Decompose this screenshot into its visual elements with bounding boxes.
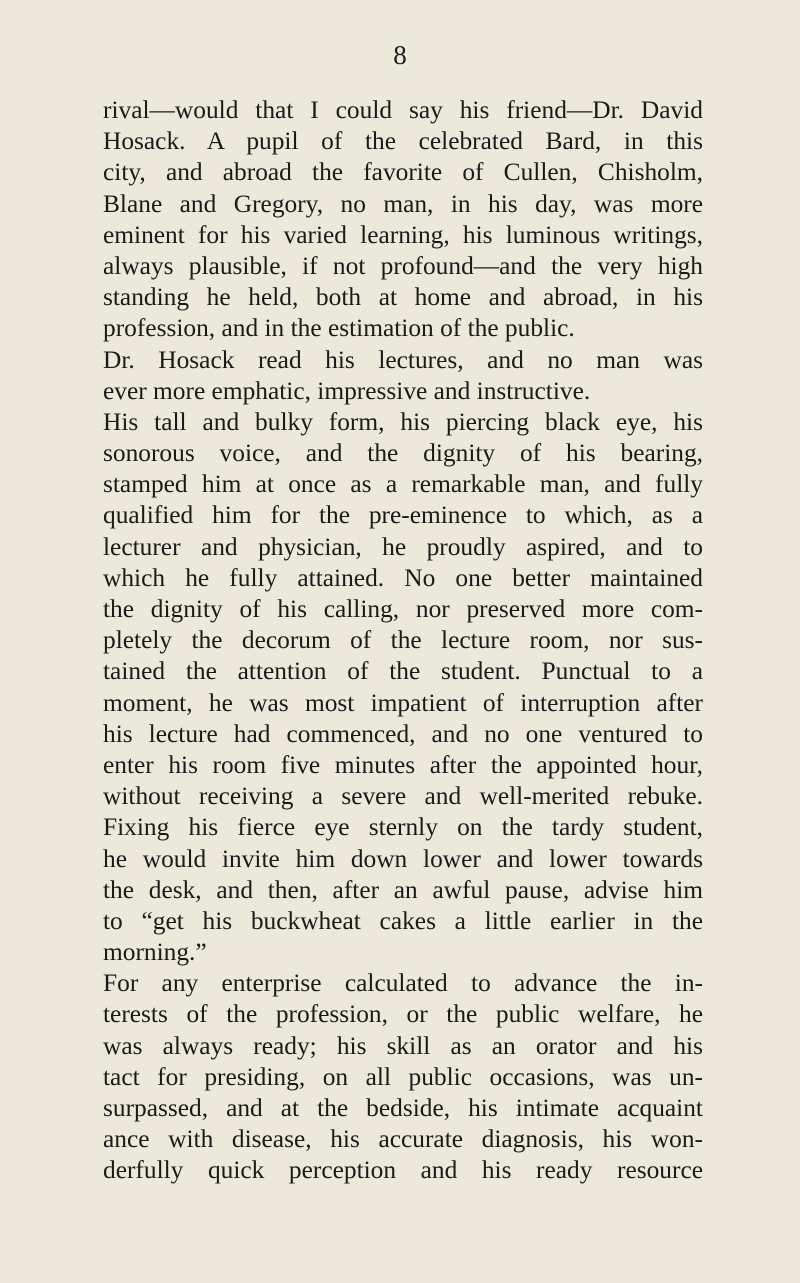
text-line: sonorous voice, and the dignity of his bearing,	[103, 439, 703, 468]
text-line: was always ready; his skill as an orator and his	[103, 1031, 703, 1060]
body-text	[103, 95, 703, 1187]
text-line: tained the attention of the student. Punctual to a	[103, 657, 703, 686]
text-line: pletely the decorum of the lecture room, nor sus-	[103, 626, 703, 655]
text-line: qualified him for the pre-eminence to which, as a	[103, 501, 703, 530]
text-line: derfully quick perception and his ready resource	[103, 1156, 703, 1185]
page-number: 8	[393, 40, 407, 70]
text-line: city, and abroad the favorite of Cullen, Chisholm,	[103, 158, 703, 187]
text-line: standing he held, both at home and abroad, in his	[103, 283, 703, 312]
text-line: terests of the profession, or the public welfare, he	[103, 1000, 703, 1029]
text-line: ance with disease, his accurate diagnosis, his won-	[103, 1125, 703, 1154]
text-line: Hosack. A pupil of the celebrated Bard, in this	[103, 127, 703, 156]
text-line: His tall and bulky form, his piercing black eye, his	[103, 407, 703, 436]
text-line: without receiving a severe and well-merited rebuke.	[103, 782, 703, 811]
text-line: lecturer and physician, he proudly aspired, and to	[103, 532, 703, 561]
text-line: profession, and in the estimation of the public.	[103, 314, 575, 343]
text-line: always plausible, if not profound—and the very high	[103, 251, 703, 280]
text-line: morning.”	[103, 938, 207, 967]
text-line: For any enterprise calculated to advance the in-	[103, 969, 703, 998]
text-line: to “get his buckwheat cakes a little earlier in the	[103, 906, 703, 935]
text-line: the desk, and then, after an awful pause, advise him	[103, 875, 703, 904]
text-line: eminent for his varied learning, his luminous writings,	[103, 220, 703, 249]
text-line: which he fully attained. No one better maintained	[103, 563, 703, 592]
text-line: the dignity of his calling, nor preserved more com-	[103, 595, 703, 623]
text-line: rival—would that I could say his friend—Dr. David	[103, 96, 703, 124]
text-line: he would invite him down lower and lower towards	[103, 844, 703, 873]
text-line: moment, he was most impatient of interruption after	[103, 688, 703, 717]
text-line: surpassed, and at the bedside, his intimate acquaint	[103, 1094, 703, 1122]
text-line: enter his room five minutes after the appointed hour,	[103, 750, 703, 779]
text-line: Dr. Hosack read his lectures, and no man was	[103, 345, 703, 374]
text-line: ever more emphatic, impressive and instructive.	[103, 376, 591, 405]
text-line: tact for presiding, on all public occasions, was un-	[103, 1062, 703, 1091]
text-line: Fixing his fierce eye sternly on the tardy student,	[103, 813, 703, 842]
text-line: his lecture had commenced, and no one ventured to	[103, 719, 703, 748]
text-line: stamped him at once as a remarkable man, and fully	[103, 470, 703, 499]
text-line: Blane and Gregory, no man, in his day, was more	[103, 189, 703, 218]
